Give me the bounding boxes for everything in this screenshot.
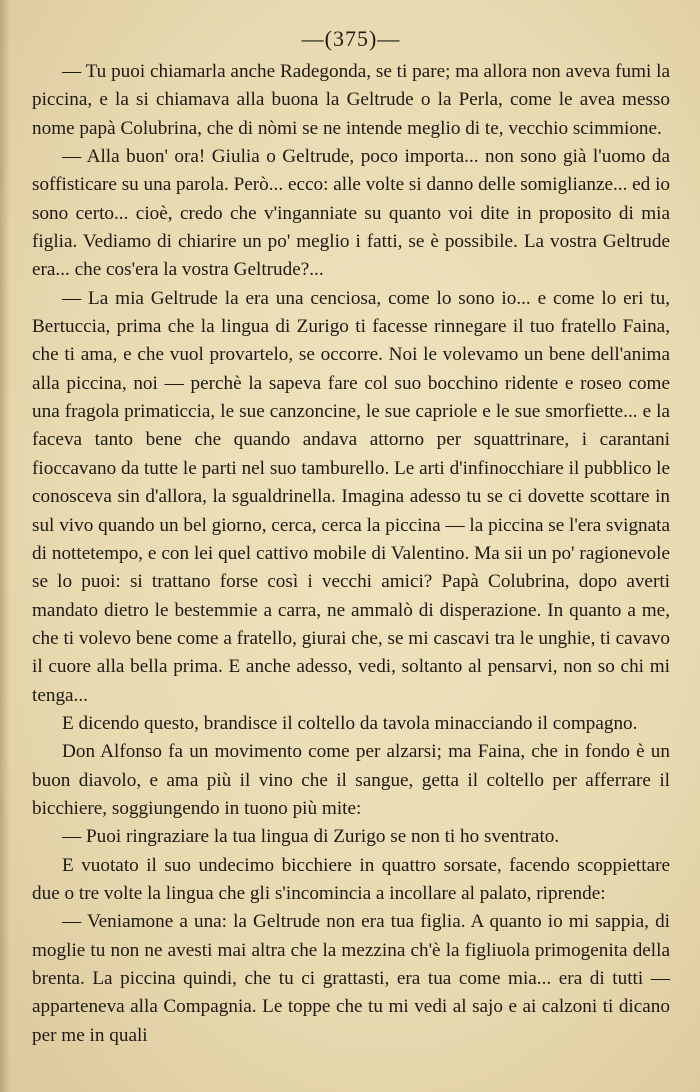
paragraph-4: E dicendo questo, brandisce il coltello da tavola minacciando il compagno. <box>62 712 638 734</box>
paragraph-3: — La mia Geltrude la era una cenciosa, come lo sono io... e come lo eri tu, Bertuccia, prima che la lingua di Zurigo ti facesse rinnegare il tuo fratello Faina, che ti ama, e che vuol provartelo, se occorre. Noi le volevamo un bene dell'anima alla piccina, noi — perchè la sapeva fare col suo bocchino ridente e roseo come una fragola primaticcia, le sue canzoncine, le sue capriole e le sue smorfiette... e la faceva tanto bene che quando andava attorno per squattrinare, i carantani fioccavano da tutte le parti nel suo tamburello. Le arti d'infinocchiare il pubblico le conosceva sin d'allora, la sgualdrinella. Imagina adesso tu se ci dovette scottare in sul vivo quando un bel giorno, cerca, cerca la piccina — la piccina se l'era svignata di nottetempo, e con lei quel cattivo mobile di Valentino. Ma sii un po' ragionevole se lo puoi: si trattano forse così i vecchi amici? Papà Colubrina, dopo averti mandato dietro le bestemmie a carra, ne ammalò di disperazione. In quanto a me, che ti volevo bene come a fratello, giurai che, se mi cascavi tra le unghie, ti cavavo il cuore alla bella prima. E anche adesso, vedi, soltanto al pensarvi, non so chi mi tenga... <box>32 287 670 706</box>
page-text <box>32 58 670 1050</box>
page-number: —(375)— <box>301 26 401 51</box>
paragraph-1: — Tu puoi chiamarla anche Radegonda, se ti pare; ma allora non aveva fumi la piccina, e la si chiamava alla buona la Geltrude o la Perla, come le avea messo nome papà Colubrina, che di nòmi se ne intende meglio di te, vecchio scimmione. <box>32 61 670 139</box>
paragraph-5: Don Alfonso fa un movimento come per alzarsi; ma Faina, che in fondo è un buon diavolo, e ama più il vino che il sangue, getta il coltello per afferrare il bicchiere, soggiungendo in tuono più mite: <box>32 741 670 819</box>
paragraph-6: — Puoi ringraziare la tua lingua di Zurigo se non ti ho sventrato. <box>62 826 560 848</box>
paragraph-8: — Veniamone a una: la Geltrude non era tua figlia. A quanto io mi sappia, di moglie tu non ne avesti mai altra che la mezzina ch'è la figliuola primogenita della brenta. La piccina quindi, che tu ci grattasti, era tua come mia... era di tutti — apparteneva alla Compagnia. Le toppe che tu mi vedi al sajo e ai calzoni ti dicano per me in quali <box>32 911 670 1046</box>
paragraph-2: — Alla buon' ora! Giulia o Geltrude, poco importa... non sono già l'uomo da soffisticare su una parola. Però... ecco: alle volte si danno delle somiglianze... ed io sono certo... cioè, credo che v'inganniate su quanto voi dite in proposito di mia figlia. Vediamo di chiarire un po' meglio i fatti, se è possibile. La vostra Geltrude era... che cos'era la vostra Geltrude?... <box>32 146 670 281</box>
paragraph-7: E vuotato il suo undecimo bicchiere in quattro sorsate, facendo scoppiettare due o tre volte la lingua che gli s'incomincia a incollare al palato, riprende: <box>32 854 670 904</box>
